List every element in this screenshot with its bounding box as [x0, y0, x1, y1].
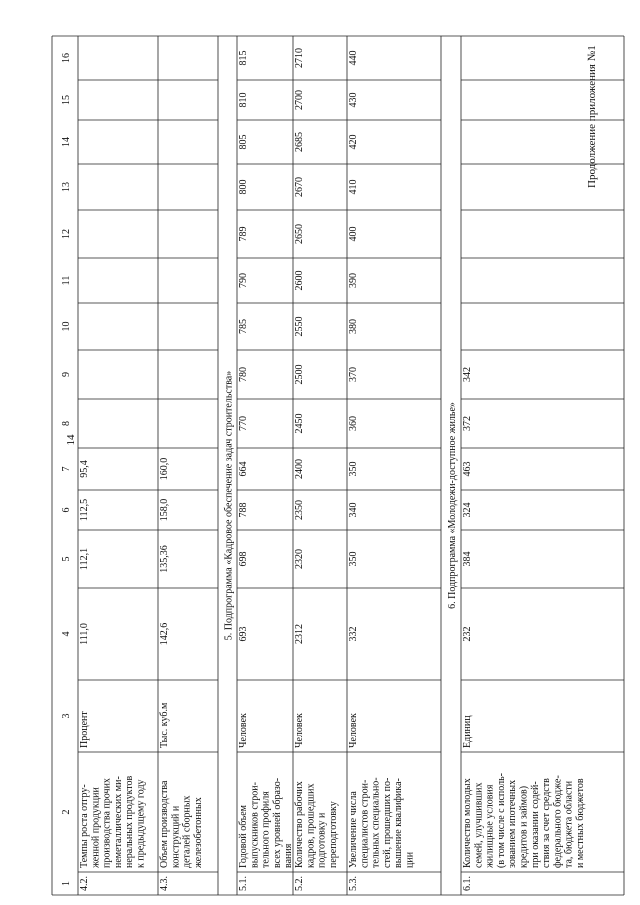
value-cell: 111,0	[79, 623, 90, 645]
indicator-name-line: вышение квалифика-	[393, 778, 405, 868]
value-cell: 2550	[294, 316, 305, 337]
row-number: 4.2.	[79, 876, 90, 891]
unit: Человек	[348, 713, 359, 748]
indicator-name-line: кредитов и займов)	[518, 785, 530, 868]
value-cell: 340	[348, 502, 359, 518]
value-cell: 463	[462, 461, 473, 477]
row-number: 5.1.	[238, 876, 249, 891]
value-cell: 770	[238, 416, 249, 431]
value-cell: 135,36	[159, 545, 170, 573]
row-number: 5.2.	[294, 876, 305, 891]
value-cell: 2350	[294, 500, 305, 520]
indicator-name-line: федерального бюдже-	[552, 775, 564, 868]
table-grid	[52, 36, 624, 895]
column-number: 10	[61, 321, 72, 332]
value-cell: 158,0	[159, 498, 170, 522]
row-number: 5.3.	[348, 876, 359, 891]
value-cell: 324	[462, 502, 473, 518]
indicator-name-line: переподготовку	[327, 801, 339, 868]
unit: Процент	[79, 711, 90, 748]
value-cell: 332	[348, 626, 359, 642]
value-cell: 380	[348, 319, 359, 334]
indicator-name-line: конструкций и	[170, 805, 182, 868]
value-cell: 2650	[294, 224, 305, 244]
indicator-name-line: вания	[283, 843, 295, 868]
value-cell: 112,1	[79, 547, 90, 571]
value-cell: 142,6	[159, 622, 170, 646]
value-cell: 350	[348, 461, 359, 477]
value-cell: 693	[238, 626, 249, 642]
column-number: 4	[61, 631, 72, 637]
indicator-name-line: неметаллических ми-	[112, 776, 124, 868]
value-cell: 2700	[294, 90, 305, 110]
value-cell: 789	[238, 226, 249, 242]
value-cell: 372	[462, 416, 473, 431]
value-cell: 400	[348, 226, 359, 242]
value-cell: 160,0	[159, 457, 170, 481]
section-title: 5. Подпрограмма «Кадровое обеспечение задач строительства»	[223, 370, 235, 641]
value-cell: 2685	[294, 132, 305, 152]
column-number: 6	[61, 507, 72, 513]
value-cell: 2710	[294, 48, 305, 68]
indicator-name-line: при оказании содей-	[529, 781, 541, 868]
value-cell: 780	[238, 367, 249, 382]
value-cell: 384	[462, 551, 473, 567]
column-number: 8	[61, 421, 72, 426]
indicator-name-line: и местных бюджетов	[575, 778, 586, 868]
unit: Человек	[294, 713, 305, 748]
value-cell: 2600	[294, 270, 305, 291]
indicator-name-line: кадров, прошедших	[305, 783, 317, 868]
column-number: 3	[61, 713, 72, 719]
value-cell: 2320	[294, 549, 305, 569]
indicator-name-line: Количество рабочих	[294, 781, 305, 868]
indicator-name-line: Темпы роста отгру-	[79, 784, 90, 868]
indicator-name-line: деталей сборных	[181, 795, 193, 868]
column-number: 1	[61, 881, 72, 886]
page-header-text: Продолжение приложения №1	[586, 45, 598, 188]
indicator-name-line: специалистов строи-	[359, 779, 371, 868]
value-cell: 2500	[294, 364, 305, 385]
value-cell: 360	[348, 416, 359, 431]
indicator-name-line: женной продукции	[90, 787, 102, 868]
indicator-name-line: тельных специально-	[370, 777, 382, 868]
column-number: 15	[61, 95, 72, 105]
value-cell: 370	[348, 367, 359, 382]
indicator-name-line: ции	[404, 851, 416, 868]
value-cell: 390	[348, 273, 359, 288]
page-number: 14	[65, 434, 77, 446]
value-cell: 2670	[294, 177, 305, 197]
row-number: 4.3.	[159, 876, 170, 891]
value-cell: 788	[238, 502, 249, 518]
indicator-name-line: Объем производства	[159, 780, 170, 868]
indicator-name-line: к предыдущему году	[135, 779, 147, 868]
indicator-name-line: железобетонных	[192, 797, 204, 868]
column-number: 16	[61, 53, 72, 63]
value-cell: 785	[238, 319, 249, 334]
value-cell: 810	[238, 92, 249, 108]
section-title: 6. Подпрограмма «Молодежи-доступное жилье»	[447, 402, 458, 609]
unit: Человек	[238, 713, 249, 748]
column-number: 14	[61, 137, 72, 147]
indicator-name-line: семей, улучшивших	[473, 782, 485, 868]
indicator-name-line: Количество молодых	[462, 778, 473, 868]
value-cell: 664	[238, 461, 249, 477]
indicator-name-line: производства прочих	[101, 778, 113, 868]
column-number: 2	[61, 809, 72, 815]
value-cell: 800	[238, 179, 249, 195]
indicator-name-line: ствия за счет средств	[541, 778, 553, 868]
value-cell: 420	[348, 134, 359, 150]
column-number: 12	[61, 229, 72, 239]
column-number: 13	[61, 182, 72, 192]
value-cell: 342	[462, 367, 473, 382]
indicator-name-line: та, бюджета области	[563, 780, 575, 868]
row-number: 6.1.	[462, 876, 473, 891]
value-cell: 2400	[294, 459, 305, 479]
column-number: 5	[61, 556, 72, 562]
column-number: 9	[61, 372, 72, 377]
indicator-name-line: стей, прошедших по-	[381, 777, 393, 868]
indicator-name-line: тельного профиля	[260, 791, 272, 868]
value-cell: 2312	[294, 624, 305, 644]
column-number: 7	[61, 466, 72, 472]
column-number: 11	[61, 275, 72, 286]
value-cell: 112,5	[79, 498, 90, 522]
value-cell: 815	[238, 50, 249, 66]
value-cell: 790	[238, 273, 249, 288]
value-cell: 410	[348, 179, 359, 195]
indicator-name-line: (в том числе с исполь-	[495, 772, 507, 868]
indicator-name-line: подготовку и	[316, 812, 328, 868]
unit: Единиц	[462, 715, 473, 748]
indicator-name-line: Годовой объем	[238, 805, 249, 868]
indicator-name-line: зованием ипотечных	[507, 779, 519, 868]
value-cell: 698	[238, 551, 249, 567]
value-cell: 430	[348, 92, 359, 108]
unit: Тыс. куб.м	[159, 702, 170, 748]
table-text	[61, 48, 586, 891]
value-cell: 232	[462, 626, 473, 642]
value-cell: 805	[238, 134, 249, 150]
value-cell: 440	[348, 50, 359, 66]
value-cell: 95,4	[79, 460, 90, 478]
indicator-name-line: Увеличение числа	[348, 791, 359, 868]
indicator-name-line: неральных продуктов	[124, 775, 136, 868]
indicator-name-line: всех уровней образо-	[271, 777, 283, 868]
indicator-name-line: жилищные условия	[484, 784, 496, 868]
indicator-name-line: выпускников строи-	[249, 782, 261, 868]
value-cell: 2450	[294, 413, 305, 434]
value-cell: 350	[348, 551, 359, 567]
